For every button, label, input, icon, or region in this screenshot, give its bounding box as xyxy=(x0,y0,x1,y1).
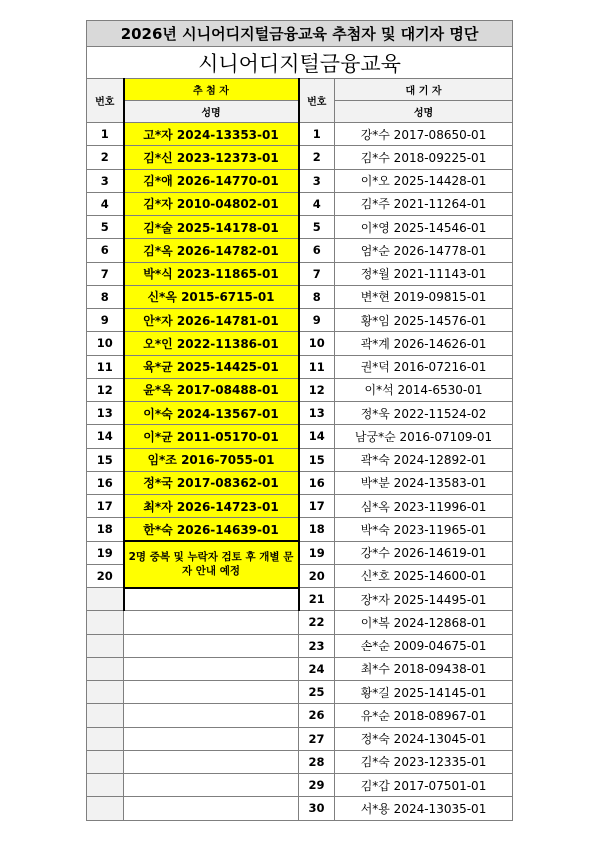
waiting-row-number: 29 xyxy=(299,774,335,797)
waiting-row-number: 11 xyxy=(299,355,335,378)
table-row xyxy=(87,332,513,355)
selected-row-number: 18 xyxy=(87,518,124,541)
waiting-name-cell: 권*덕 2016-07216-01 xyxy=(335,355,513,378)
selected-name-cell: 김*옥 2026-14782-01 xyxy=(124,239,299,262)
table-row xyxy=(87,448,513,471)
page-subtitle: 시니어디지털금융교육 xyxy=(87,47,513,79)
waiting-row-number: 17 xyxy=(299,495,335,518)
empty-cell xyxy=(124,727,299,750)
empty-cell xyxy=(87,750,124,773)
title-row xyxy=(87,21,513,47)
waiting-name-cell: 이*오 2025-14428-01 xyxy=(335,169,513,192)
waiting-row-number: 30 xyxy=(299,797,335,820)
waiting-name-cell: 김*주 2021-11264-01 xyxy=(335,192,513,215)
waiting-name-cell: 유*순 2018-08967-01 xyxy=(335,704,513,727)
selected-name-cell: 오*인 2022-11386-01 xyxy=(124,332,299,355)
empty-cell xyxy=(87,611,124,634)
empty-cell xyxy=(124,611,299,634)
waiting-name-cell: 신*호 2025-14600-01 xyxy=(335,564,513,587)
table-row xyxy=(87,378,513,401)
table-row xyxy=(87,774,513,797)
waiting-name-cell: 곽*계 2026-14626-01 xyxy=(335,332,513,355)
table-row xyxy=(87,611,513,634)
waiting-row-number: 25 xyxy=(299,681,335,704)
empty-cell xyxy=(124,657,299,680)
waiting-name-cell: 엄*순 2026-14778-01 xyxy=(335,239,513,262)
selected-name-cell: 정*국 2017-08362-01 xyxy=(124,471,299,494)
selected-row-number: 6 xyxy=(87,239,124,262)
table-row xyxy=(87,727,513,750)
empty-cell xyxy=(87,774,124,797)
empty-cell xyxy=(124,588,299,611)
waiting-row-number: 3 xyxy=(299,169,335,192)
waiting-row-number: 10 xyxy=(299,332,335,355)
table-row xyxy=(87,262,513,285)
selected-name-cell: 한*숙 2026-14639-01 xyxy=(124,518,299,541)
waiting-row-number: 8 xyxy=(299,285,335,308)
table-row xyxy=(87,634,513,657)
selected-row-number: 11 xyxy=(87,355,124,378)
waiting-row-number: 28 xyxy=(299,750,335,773)
waiting-name-cell: 손*순 2009-04675-01 xyxy=(335,634,513,657)
selected-row-number: 17 xyxy=(87,495,124,518)
waiting-name-cell: 김*숙 2023-12335-01 xyxy=(335,750,513,773)
waiting-name-cell: 김*수 2018-09225-01 xyxy=(335,146,513,169)
table-row xyxy=(87,192,513,215)
table-row xyxy=(87,495,513,518)
table-row xyxy=(87,169,513,192)
waiting-name-cell: 박*숙 2023-11965-01 xyxy=(335,518,513,541)
table-row xyxy=(87,541,513,564)
empty-cell xyxy=(124,634,299,657)
selected-name-cell: 김*애 2026-14770-01 xyxy=(124,169,299,192)
waiting-name-cell: 변*현 2019-09815-01 xyxy=(335,285,513,308)
table-row xyxy=(87,518,513,541)
waiting-row-number: 4 xyxy=(299,192,335,215)
waiting-name-cell: 강*수 2026-14619-01 xyxy=(335,541,513,564)
table-row xyxy=(87,146,513,169)
waiting-no-header: 번호 xyxy=(299,79,335,123)
selected-row-number: 20 xyxy=(87,564,124,587)
roster-table xyxy=(86,20,513,821)
header-row-1 xyxy=(87,79,513,101)
selected-note: 2명 중복 및 누락자 검토 후 개별 문자 안내 예정 xyxy=(124,541,299,588)
waiting-row-number: 7 xyxy=(299,262,335,285)
empty-cell xyxy=(124,797,299,820)
table-row xyxy=(87,704,513,727)
table-row xyxy=(87,309,513,332)
waiting-row-number: 18 xyxy=(299,518,335,541)
selected-row-number: 13 xyxy=(87,402,124,425)
selected-row-number: 15 xyxy=(87,448,124,471)
selected-name-cell: 육*균 2025-14425-01 xyxy=(124,355,299,378)
table-row xyxy=(87,239,513,262)
selected-name-cell: 김*신 2023-12373-01 xyxy=(124,146,299,169)
empty-cell xyxy=(87,727,124,750)
waiting-header: 대 기 자 xyxy=(335,79,513,101)
empty-cell xyxy=(87,657,124,680)
selected-row-number: 5 xyxy=(87,216,124,239)
waiting-row-number: 9 xyxy=(299,309,335,332)
table-row xyxy=(87,402,513,425)
empty-cell xyxy=(87,704,124,727)
table-row xyxy=(87,471,513,494)
table-row xyxy=(87,681,513,704)
table-row xyxy=(87,425,513,448)
selected-name-cell: 안*자 2026-14781-01 xyxy=(124,309,299,332)
waiting-row-number: 27 xyxy=(299,727,335,750)
selected-name-cell: 윤*옥 2017-08488-01 xyxy=(124,378,299,401)
empty-cell xyxy=(87,681,124,704)
selected-row-number: 4 xyxy=(87,192,124,215)
waiting-name-cell: 황*임 2025-14576-01 xyxy=(335,309,513,332)
waiting-name-cell: 김*갑 2017-07501-01 xyxy=(335,774,513,797)
waiting-row-number: 1 xyxy=(299,123,335,146)
waiting-name-cell: 정*숙 2024-13045-01 xyxy=(335,727,513,750)
waiting-row-number: 12 xyxy=(299,378,335,401)
waiting-row-number: 14 xyxy=(299,425,335,448)
selected-name-cell: 최*자 2026-14723-01 xyxy=(124,495,299,518)
waiting-name-cell: 서*용 2024-13035-01 xyxy=(335,797,513,820)
waiting-name-cell: 최*수 2018-09438-01 xyxy=(335,657,513,680)
selected-no-header: 번호 xyxy=(87,79,124,123)
waiting-row-number: 2 xyxy=(299,146,335,169)
selected-name-cell: 김*술 2025-14178-01 xyxy=(124,216,299,239)
empty-cell xyxy=(87,797,124,820)
selected-name-cell: 임*조 2016-7055-01 xyxy=(124,448,299,471)
selected-name-cell: 김*자 2010-04802-01 xyxy=(124,192,299,215)
selected-row-number: 16 xyxy=(87,471,124,494)
table-row xyxy=(87,355,513,378)
waiting-row-number: 20 xyxy=(299,564,335,587)
selected-row-number: 3 xyxy=(87,169,124,192)
selected-row-number: 9 xyxy=(87,309,124,332)
selected-row-number: 12 xyxy=(87,378,124,401)
selected-row-number: 1 xyxy=(87,123,124,146)
waiting-row-number: 22 xyxy=(299,611,335,634)
selected-name-cell: 이*균 2011-05170-01 xyxy=(124,425,299,448)
waiting-name-cell: 남궁*순 2016-07109-01 xyxy=(335,425,513,448)
table-row xyxy=(87,657,513,680)
selected-name-cell: 박*식 2023-11865-01 xyxy=(124,262,299,285)
selected-row-number: 2 xyxy=(87,146,124,169)
waiting-row-number: 24 xyxy=(299,657,335,680)
waiting-name-header: 성명 xyxy=(335,101,513,123)
selected-row-number: 10 xyxy=(87,332,124,355)
waiting-name-cell: 정*욱 2022-11524-02 xyxy=(335,402,513,425)
waiting-name-cell: 정*월 2021-11143-01 xyxy=(335,262,513,285)
waiting-name-cell: 장*자 2025-14495-01 xyxy=(335,588,513,611)
table-row xyxy=(87,216,513,239)
waiting-name-cell: 곽*숙 2024-12892-01 xyxy=(335,448,513,471)
table-row xyxy=(87,588,513,611)
selected-row-number: 14 xyxy=(87,425,124,448)
selected-name-cell: 이*숙 2024-13567-01 xyxy=(124,402,299,425)
table-row xyxy=(87,750,513,773)
subtitle-row xyxy=(87,47,513,79)
waiting-name-cell: 이*석 2014-6530-01 xyxy=(335,378,513,401)
waiting-row-number: 13 xyxy=(299,402,335,425)
selected-row-number: 8 xyxy=(87,285,124,308)
waiting-name-cell: 박*분 2024-13583-01 xyxy=(335,471,513,494)
waiting-row-number: 21 xyxy=(299,588,335,611)
roster-body xyxy=(87,21,513,821)
empty-cell xyxy=(124,774,299,797)
selected-name-cell: 신*옥 2015-6715-01 xyxy=(124,285,299,308)
empty-cell xyxy=(87,588,124,611)
page-title: 2026년 시니어디지털금융교육 추첨자 및 대기자 명단 xyxy=(87,21,513,47)
waiting-name-cell: 이*복 2024-12868-01 xyxy=(335,611,513,634)
waiting-name-cell: 황*길 2025-14145-01 xyxy=(335,681,513,704)
waiting-row-number: 26 xyxy=(299,704,335,727)
selected-row-number: 7 xyxy=(87,262,124,285)
table-row xyxy=(87,285,513,308)
table-row xyxy=(87,123,513,146)
waiting-row-number: 23 xyxy=(299,634,335,657)
waiting-row-number: 5 xyxy=(299,216,335,239)
waiting-name-cell: 심*옥 2023-11996-01 xyxy=(335,495,513,518)
selected-row-number: 19 xyxy=(87,541,124,564)
empty-cell xyxy=(124,750,299,773)
waiting-row-number: 16 xyxy=(299,471,335,494)
empty-cell xyxy=(87,634,124,657)
table-row xyxy=(87,797,513,820)
waiting-name-cell: 강*수 2017-08650-01 xyxy=(335,123,513,146)
empty-cell xyxy=(124,681,299,704)
selected-header: 추 첨 자 xyxy=(124,79,299,101)
selected-name-cell: 고*자 2024-13353-01 xyxy=(124,123,299,146)
waiting-row-number: 6 xyxy=(299,239,335,262)
waiting-row-number: 19 xyxy=(299,541,335,564)
selected-name-header: 성명 xyxy=(124,101,299,123)
waiting-name-cell: 이*영 2025-14546-01 xyxy=(335,216,513,239)
waiting-row-number: 15 xyxy=(299,448,335,471)
empty-cell xyxy=(124,704,299,727)
